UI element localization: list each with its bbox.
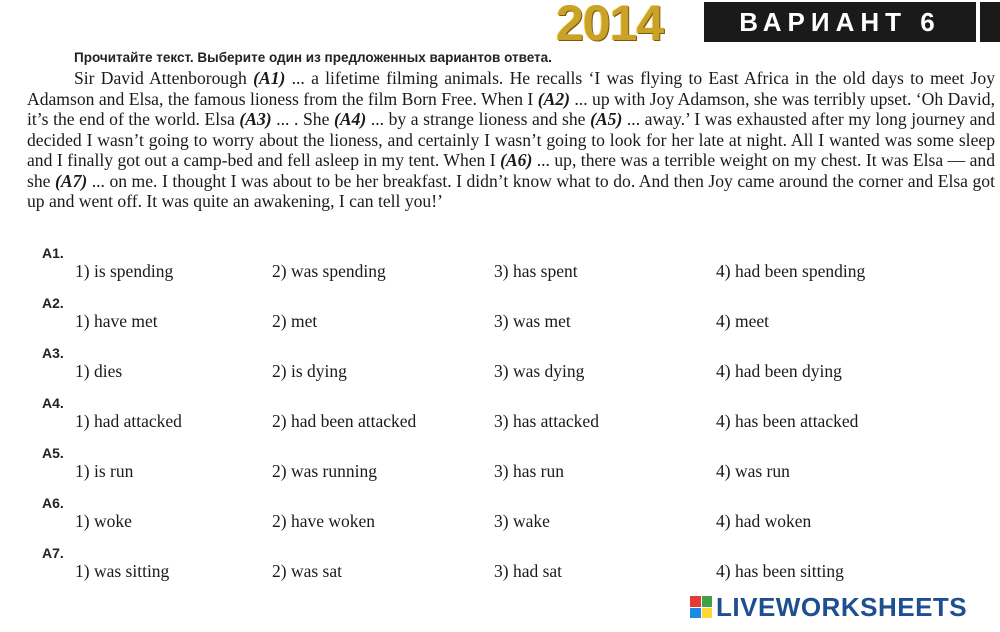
question-label: A3. bbox=[42, 345, 64, 361]
task-instruction: Прочитайте текст. Выберите один из предложенных вариантов ответа. bbox=[74, 50, 552, 65]
option-1[interactable]: 1) is spending bbox=[75, 261, 174, 281]
option-4[interactable]: 4) had woken bbox=[716, 511, 812, 531]
option-4[interactable]: 4) was run bbox=[716, 461, 790, 481]
reading-passage bbox=[27, 68, 995, 212]
option-4[interactable]: 4) meet bbox=[716, 311, 769, 331]
option-1[interactable]: 1) have met bbox=[75, 311, 158, 331]
option-1[interactable]: 1) was sitting bbox=[75, 561, 170, 581]
question-a3 bbox=[0, 345, 1000, 395]
liveworksheets-logo bbox=[690, 592, 967, 622]
passage-text: ... a lifetime filming animals. He recalls ‘I was flying to East Africa in the old days to meet Joy Adamson and Elsa, the famous lioness from the film Born Free. When I bbox=[27, 68, 995, 109]
option-1[interactable]: 1) had attacked bbox=[75, 411, 182, 431]
option-3[interactable]: 3) has spent bbox=[494, 261, 578, 281]
gap-marker: (A6) bbox=[500, 150, 533, 170]
option-3[interactable]: 3) has attacked bbox=[494, 411, 599, 431]
question-label: A2. bbox=[42, 295, 64, 311]
option-2[interactable]: 2) had been attacked bbox=[272, 411, 417, 431]
question-label: A6. bbox=[42, 495, 64, 511]
logo-square bbox=[702, 596, 713, 607]
option-1[interactable]: 1) is run bbox=[75, 461, 134, 481]
gap-marker: (A7) bbox=[54, 170, 88, 191]
liveworksheets-wordmark: LIVEWORKSHEETS bbox=[716, 591, 968, 622]
passage-text: ... on me. I thought I was about to be her breakfast. I didn’t know what to do. And then Joy came around the corner and Elsa got up and went off. It was quite an awakening, I can tell you!’ bbox=[27, 170, 995, 211]
year-heading: 2014 bbox=[556, 0, 664, 51]
logo-square bbox=[690, 596, 701, 607]
question-a6 bbox=[0, 495, 1000, 545]
logo-square bbox=[702, 608, 713, 619]
passage-text: ... . She bbox=[271, 109, 334, 129]
option-3[interactable]: 3) has run bbox=[494, 461, 564, 481]
option-1[interactable]: 1) dies bbox=[75, 361, 123, 381]
gap-marker: (A4) bbox=[333, 109, 367, 129]
option-4[interactable]: 4) has been attacked bbox=[716, 411, 859, 431]
option-3[interactable]: 3) wake bbox=[494, 511, 550, 531]
option-4[interactable]: 4) has been sitting bbox=[716, 561, 844, 581]
option-2[interactable]: 2) have woken bbox=[272, 511, 376, 531]
question-label: A5. bbox=[42, 445, 64, 461]
option-4[interactable]: 4) had been spending bbox=[716, 261, 866, 281]
option-2[interactable]: 2) met bbox=[272, 311, 318, 331]
option-2[interactable]: 2) was sat bbox=[272, 561, 342, 581]
option-2[interactable]: 2) was spending bbox=[272, 261, 386, 281]
gap-marker: (A3) bbox=[239, 109, 272, 129]
question-a1 bbox=[0, 245, 1000, 295]
passage-text: ... up, there was a terrible weight on my chest. It was Elsa — and she bbox=[27, 150, 995, 191]
question-a4 bbox=[0, 395, 1000, 445]
logo-square bbox=[690, 608, 701, 619]
question-label: A4. bbox=[42, 395, 64, 411]
banner-edge bbox=[980, 2, 1000, 42]
option-3[interactable]: 3) had sat bbox=[494, 561, 563, 581]
passage-text: ... away.’ I was exhausted after my long journey and decided I wasn’t going to worry about the lioness, and certainly I wasn’t going to look for her late at night. All I wanted was some sleep and I finally got out a camp-bed and fell asleep in my tent. When I bbox=[27, 109, 995, 170]
gap-marker: (A1) bbox=[253, 68, 286, 88]
question-a5 bbox=[0, 445, 1000, 495]
option-3[interactable]: 3) was dying bbox=[494, 361, 585, 381]
option-4[interactable]: 4) had been dying bbox=[716, 361, 842, 381]
option-1[interactable]: 1) woke bbox=[75, 511, 132, 531]
question-a2 bbox=[0, 295, 1000, 345]
gap-marker: (A5) bbox=[590, 109, 623, 129]
question-label: A7. bbox=[42, 545, 64, 561]
passage-text: Sir David Attenborough bbox=[74, 68, 254, 88]
option-3[interactable]: 3) was met bbox=[494, 311, 571, 331]
liveworksheets-mark-icon bbox=[690, 596, 712, 618]
question-label: A1. bbox=[42, 245, 64, 261]
passage-text: ... by a strange lioness and she bbox=[366, 109, 591, 129]
question-a7 bbox=[0, 545, 1000, 595]
option-2[interactable]: 2) was running bbox=[272, 461, 377, 481]
gap-marker: (A2) bbox=[537, 88, 570, 109]
passage-text: ... up with Joy Adamson, she was terribly upset. ‘Oh David, it’s the end of the world. Elsa bbox=[27, 88, 995, 129]
variant-banner: ВАРИАНТ 6 bbox=[704, 2, 976, 42]
option-2[interactable]: 2) is dying bbox=[272, 361, 347, 381]
